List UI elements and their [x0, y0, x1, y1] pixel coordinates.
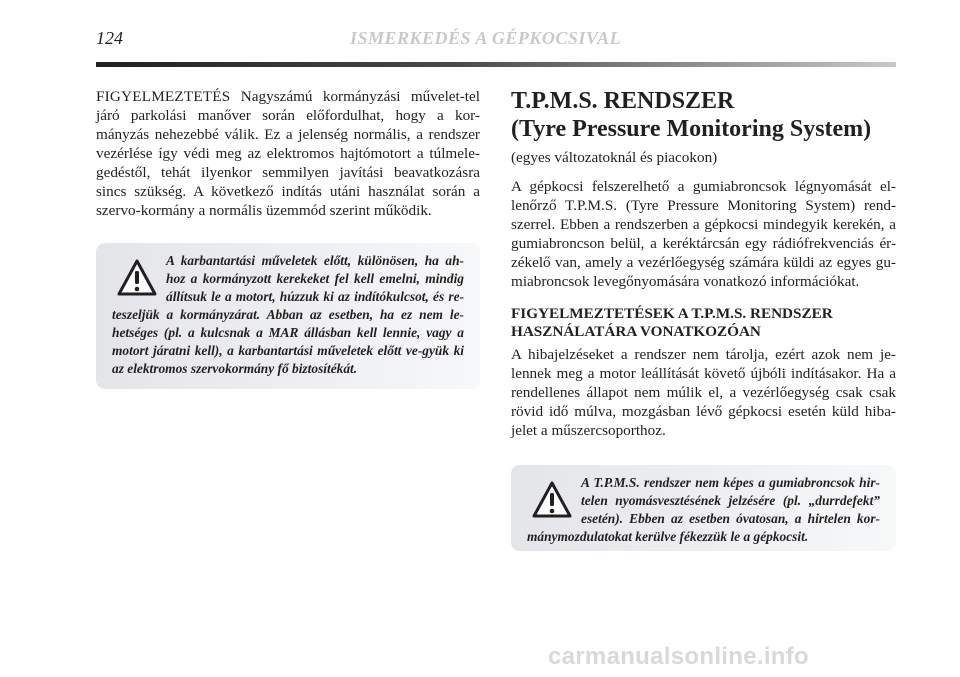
- steering-warning-paragraph: [96, 87, 480, 220]
- maintenance-caution-box: [96, 243, 480, 389]
- warning-triangle-icon: [531, 480, 573, 520]
- section-title: ISMERKEDÉS A GÉPKOCSIVAL: [350, 28, 622, 48]
- tpms-caution-box: [511, 465, 896, 551]
- tpms-intro-paragraph: A gépkocsi felszerelhető a gumiabroncsok légnyomását el-lenőrző T.P.M.S. (Tyre Pressure Monitoring System) rend-szerrel. Ebben a rendszerben a gépkocsi mindegyik kerekén, a gumiabroncson belül, a keréktárcsán egy rádiófrekvenciás ér-zékelő van, amely a vezérlőegység számára küldi az egyes gu-miabroncsok levegőnyomására vonatkozó információkat.: [511, 178, 896, 290]
- tpms-usage-heading: FIGYELMEZTETÉSEK A T.P.M.S. RENDSZER HASZNÁLATÁRA VONATKOZÓAN: [511, 305, 833, 340]
- left-column: [96, 87, 480, 220]
- availability-note: (egyes változatoknál és piacokon): [511, 149, 718, 166]
- maintenance-caution-text: A karbantartási műveletek előtt, különösen, ha ah-hoz a kormányzott kerekeket fel kell emelni, mindig állítsuk le a motort, húzzuk ki az indítókulcsot, és re-teszeljük a kormányzárat. Abban az esetben, ha ez nem le-hetséges (pl. a kulcsnak a MAR állásban kell lennie, vagy a motort járatni kell), a karbantartási műveletek előtt ve-gyük ki az elektromos szervokormány fő biztosítékát.: [112, 253, 464, 376]
- warning-body: Nagyszámú kormányzási művelet-tel járó parkolási manőver során előfordulhat, hogy a kor-mányzás nehezebbé válik. Ez a jelenség normális, a rendszer vezérlése így védi meg az elektromos hajtómotort a túlmele-gedéstől, tehát ilyenkor semmilyen javítási beavatkozásra sincs szükség. A következő indítás utáni használat során a szervo-kormány a normális üzemmód szerint működik.: [96, 88, 480, 219]
- page-header: [96, 24, 896, 54]
- right-column: [511, 87, 896, 440]
- header-rule: [96, 62, 896, 67]
- tpms-title: T.P.M.S. RENDSZER: [511, 88, 735, 114]
- tpms-caution-text: A T.P.M.S. rendszer nem képes a gumiabroncsok hir-telen nyomásvesztésének jelzésére (pl. „durrdefekt” esetén). Ebben az esetben óvatosan, a hirtelen kor-mánymozdulatokat kerülve fékezzük le a gépkocsit.: [527, 475, 880, 544]
- tpms-usage-paragraph: A hibajelzéseket a rendszer nem tárolja, ezért azok nem je-lennek meg a motor leállítását követő újbóli indításakor. Ha a rendellenes állapot nem múlik el, a vezérlőegység csak csak rövid idő múlva, mozgásban lévő gépkocsi esetén küld hiba-jelet a műszercsoporthoz.: [511, 346, 896, 439]
- watermark: carmanualsonline.info: [548, 643, 810, 670]
- page-number: 124: [96, 28, 123, 48]
- tpms-subtitle: (Tyre Pressure Monitoring System): [511, 116, 872, 142]
- warning-label: FIGYELMEZTETÉS: [96, 88, 231, 105]
- warning-triangle-icon: [116, 258, 158, 298]
